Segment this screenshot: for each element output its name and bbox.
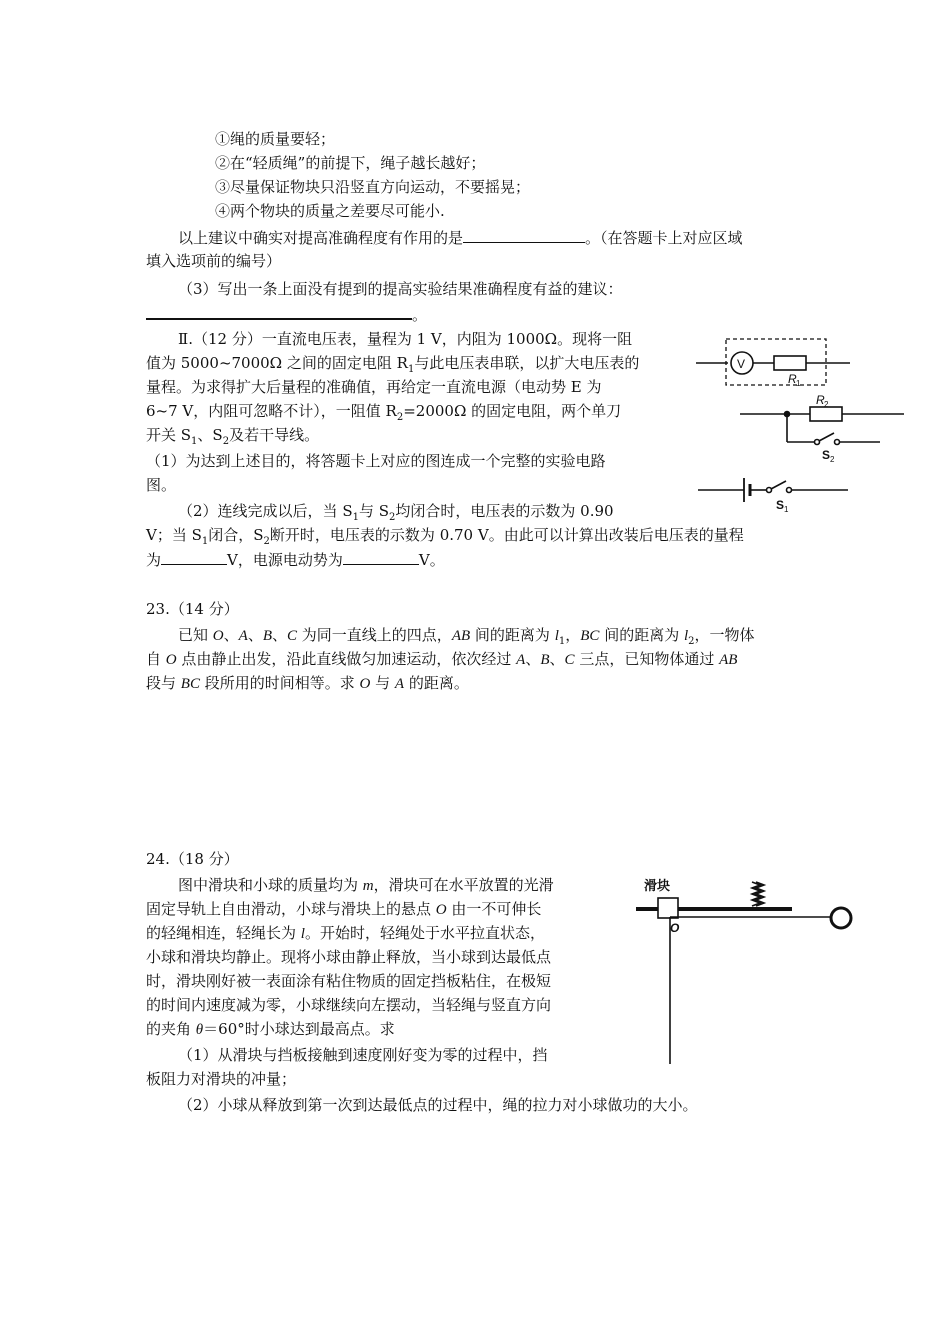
r2-label: R bbox=[816, 393, 825, 407]
q24-line-7: 的夹角 θ＝60°时小球达到最高点。求 bbox=[146, 1020, 395, 1038]
option-4: ④两个物块的质量之差要尽可能小. bbox=[215, 202, 445, 220]
range-blank[interactable] bbox=[161, 548, 227, 565]
slider-label: 滑块 bbox=[644, 878, 671, 893]
q23-line-3: 段与 BC 段所用的时间相等。求 O 与 A 的距离。 bbox=[146, 674, 469, 692]
svg-text:1: 1 bbox=[796, 379, 801, 388]
p2-line-10: 为 V，电源电动势为 V。 bbox=[146, 548, 445, 571]
answer-blank[interactable] bbox=[146, 302, 412, 320]
s1-label: S bbox=[776, 498, 785, 512]
q3-answer-line: 。 bbox=[146, 302, 427, 326]
option-2: ②在“轻质绳”的前提下，绳子越长越好； bbox=[215, 154, 486, 172]
q24-line-6: 的时间内速度减为零，小球继续向左摆动，当轻绳与竖直方向 bbox=[146, 996, 552, 1014]
q23-heading: 23.（14 分） bbox=[146, 600, 239, 618]
resistor-r2-icon bbox=[810, 407, 842, 421]
p2-line-2: 值为 5000~7000Ω 之间的固定电阻 $R_1$与此电压表串联，以扩大电压表的 bbox=[146, 354, 640, 375]
q24-line-1: 图中滑块和小球的质量均为 m，滑块可在水平放置的光滑 bbox=[178, 876, 554, 894]
s2-label: S bbox=[822, 448, 831, 462]
pendulum-figure bbox=[630, 868, 866, 1068]
q24-line-9: 板阻力对滑块的冲量； bbox=[146, 1070, 297, 1088]
slider-block bbox=[658, 898, 678, 918]
option-1: ①绳的质量要轻； bbox=[215, 130, 336, 148]
svg-text:1: 1 bbox=[784, 505, 789, 514]
q2-sentence: 以上建议中确实对提高准确程度有作用的是 。（在答题卡上对应区域 bbox=[178, 226, 743, 249]
q24-line-2: 固定导轨上自由滑动，小球与滑块上的悬点 O 由一不可伸长 bbox=[146, 900, 542, 918]
p2-line-4: 6~7 V，内阻可忽略不计），一阻值 $R_2=2000\Omega$ 的固定电阻，两个单刀 bbox=[146, 402, 622, 423]
p2-line-6: （1）为达到上述目的，将答题卡上对应的图连成一个完整的实验电路 bbox=[146, 452, 606, 470]
p2-line-9: V；当 $S_1$闭合，$S_2$断开时，电压表的示数为 0.70 V。由此可以计算出改装后电压表的量程 bbox=[146, 526, 744, 547]
resistor-r1-icon bbox=[774, 356, 806, 370]
option-3: ③尽量保证物块只沿竖直方向运动，不要摇晃； bbox=[215, 178, 531, 196]
emf-blank[interactable] bbox=[343, 548, 419, 565]
p2-line-8: （2）连线完成以后，当 $S_1$与 $S_2$均闭合时，电压表的示数为 0.90 bbox=[178, 502, 614, 523]
p2-line-3: 量程。为求得扩大后量程的准确值，再给定一直流电源（电动势 E 为 bbox=[146, 378, 602, 396]
p2-line-7: 图。 bbox=[146, 476, 177, 494]
q24-line-8: （1）从滑块与挡板接触到速度刚好变为零的过程中，挡 bbox=[178, 1046, 548, 1064]
q24-heading: 24.（18 分） bbox=[146, 850, 239, 868]
q24-line-5: 时，滑块刚好被一表面涂有粘住物质的固定挡板粘住，在极短 bbox=[146, 972, 552, 990]
q24-line-4: 小球和滑块均静止。现将小球由静止释放，当小球到达最低点 bbox=[146, 948, 552, 966]
voltmeter-label: V bbox=[737, 357, 746, 371]
pivot-label: O bbox=[670, 921, 680, 935]
stopper-icon bbox=[752, 882, 764, 906]
ball bbox=[831, 908, 851, 928]
q3-sentence: （3）写出一条上面没有提到的提高实验结果准确程度有益的建议： bbox=[178, 280, 623, 298]
q24-line-10: （2）小球从释放到第一次到达最低点的过程中，绳的拉力对小球做功的大小。 bbox=[178, 1096, 698, 1114]
p2-line-1: Ⅱ.（12 分）一直流电压表，量程为 1 V，内阻为 1000Ω。现将一阻 bbox=[178, 330, 633, 348]
p2-line-5: 开关 $S_1$、$S_2$及若干导线。 bbox=[146, 426, 320, 447]
r1-label: R bbox=[788, 372, 797, 386]
q24-line-3: 的轻绳相连，轻绳长为 l。开始时，轻绳处于水平拉直状态， bbox=[146, 924, 545, 942]
q2-sentence-end: 填入选项前的编号） bbox=[146, 252, 282, 270]
circuit-figure bbox=[690, 325, 910, 515]
svg-text:2: 2 bbox=[824, 400, 829, 409]
answer-blank[interactable] bbox=[463, 226, 585, 243]
svg-text:2: 2 bbox=[830, 455, 835, 464]
q23-line-2: 自 O 点由静止出发，沿此直线做匀加速运动，依次经过 A、B、C 三点，已知物体通过 AB bbox=[146, 650, 738, 668]
q23-line-1: 已知 O、A、B、C 为同一直线上的四点，AB 间的距离为 $l_1$，BC 间的距离为 $l_2$，一物体 bbox=[178, 626, 755, 647]
